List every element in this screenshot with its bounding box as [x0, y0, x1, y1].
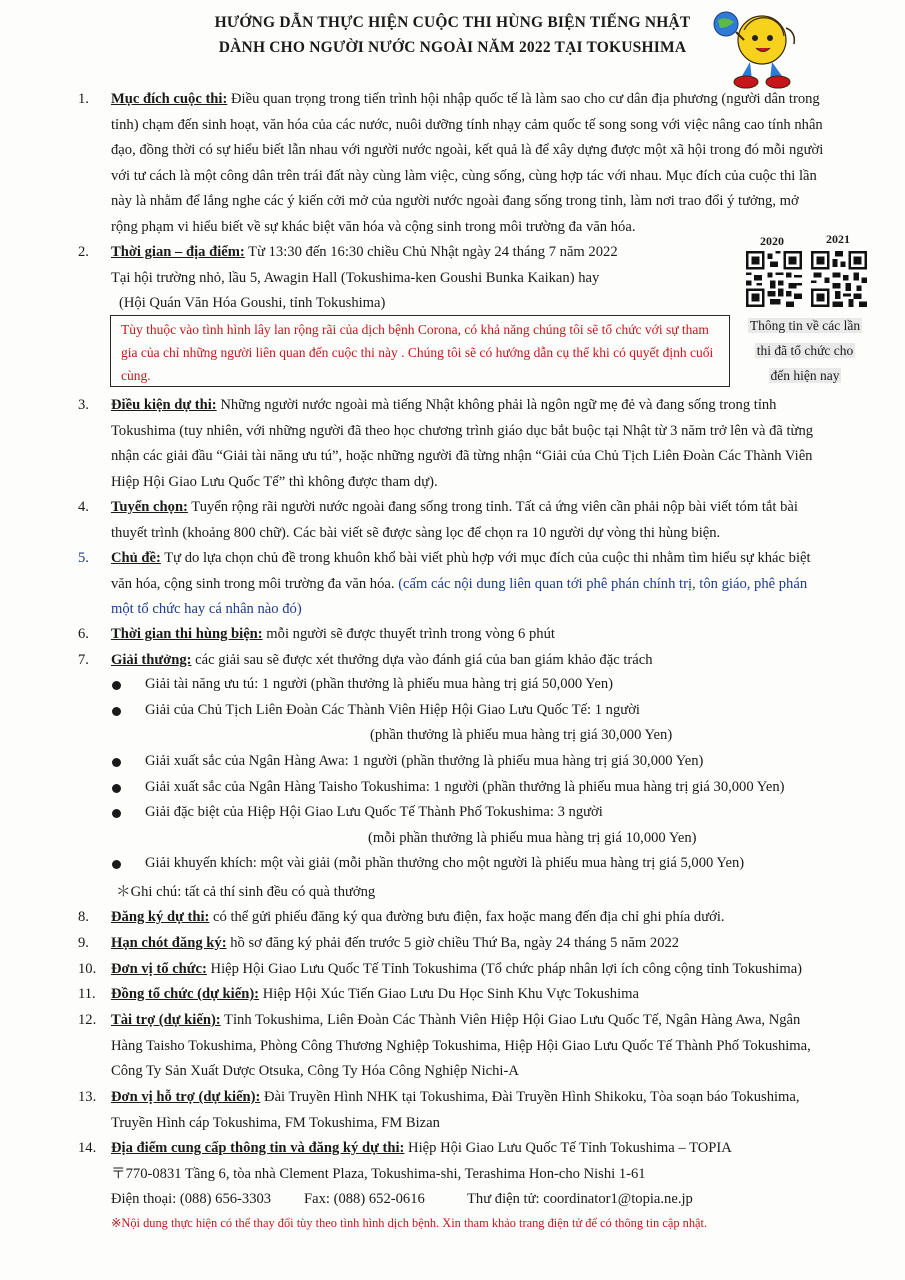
- award-item-detail: (phần thưởng là phiếu mua hàng trị giá 30,000 Yen): [370, 727, 673, 743]
- section-number: 1.: [78, 91, 89, 107]
- award-item: Giải xuất sắc của Ngân Hàng Awa: 1 người (phần thưởng là phiếu mua hàng trị giá 30,000 Yen): [145, 753, 704, 769]
- qr-caption: Thông tin về các lần thi đã tổ chức cho đến hiện nay: [749, 318, 861, 383]
- award-item: Giải của Chủ Tịch Liên Đoàn Các Thành Viên Hiệp Hội Giao Lưu Quốc Tế: 1 người: [145, 702, 640, 718]
- section-heading: Hạn chót đăng ký:: [111, 935, 227, 951]
- section-number: 13.: [78, 1089, 97, 1105]
- contact-fax: Fax: (088) 652-0616: [304, 1191, 425, 1207]
- award-item: Giải đặc biệt của Hiệp Hội Giao Lưu Quốc Tế Thành Phố Tokushima: 3 người: [145, 804, 603, 820]
- section-heading: Địa điểm cung cấp thông tin và đăng ký dự thi:: [111, 1140, 405, 1156]
- corona-notice-box: Tùy thuộc vào tình hình lây lan rộng rãi của dịch bệnh Corona, có khả năng chúng tôi sẽ tổ chức với sự tham gia của chỉ những người liên quan đến cuộc thi này . Chúng tôi sẽ có hướng dẫn cụ thể khi có quyết định cuối cùng.: [110, 315, 730, 387]
- section-number: 8.: [78, 909, 89, 925]
- section-heading: Đơn vị hỗ trợ (dự kiến):: [111, 1089, 261, 1105]
- section-number: 9.: [78, 935, 89, 951]
- section-number: 3.: [78, 397, 89, 413]
- qr-label-2020: 2020: [760, 234, 784, 248]
- award-item: Giải tài năng ưu tú: 1 người (phần thưởng là phiếu mua hàng trị giá 50,000 Yen): [145, 676, 613, 692]
- bullet-icon: [112, 784, 121, 793]
- document-title-line2: DÀNH CHO NGƯỜI NƯỚC NGOÀI NĂM 2022 TẠI TOKUSHIMA: [218, 39, 687, 56]
- section-number: 4.: [78, 499, 89, 515]
- section-number: 11.: [78, 986, 96, 1002]
- section-heading: Chủ đề:: [111, 550, 161, 566]
- section-number: 6.: [78, 626, 89, 642]
- bullet-icon: [112, 681, 121, 690]
- section-heading: Đơn vị tổ chức:: [111, 961, 207, 977]
- award-item: Giải khuyến khích: một vài giải (mỗi phần thưởng cho một người là phiếu mua hàng trị giá 5,000 Yen): [145, 855, 745, 871]
- bullet-icon: [112, 860, 121, 869]
- award-note: ＊Ghi chú: tất cả thí sinh đều có quà thưởng: [116, 884, 376, 900]
- contact-address: 〒770-0831 Tầng 6, tòa nhà Clement Plaza, Tokushima-shi, Terashima Hon-cho Nishi 1-61: [111, 1165, 646, 1182]
- bullet-icon: [112, 707, 121, 716]
- section-heading: Mục đích cuộc thi:: [111, 91, 228, 107]
- section-heading: Đồng tổ chức (dự kiến):: [111, 986, 260, 1002]
- document-title-line1: HƯỚNG DẪN THỰC HIỆN CUỘC THI HÙNG BIỆN TIẾNG NHẬT: [214, 14, 691, 31]
- section-heading: Đăng ký dự thi:: [111, 909, 210, 925]
- section-heading: Tài trợ (dự kiến):: [111, 1012, 221, 1028]
- section-number: 10.: [78, 961, 97, 977]
- contact-email[interactable]: Thư điện tử: coordinator1@topia.ne.jp: [467, 1191, 693, 1207]
- award-item-detail: (mỗi phần thưởng là phiếu mua hàng trị giá 10,000 Yen): [368, 830, 697, 846]
- section-heading: Điều kiện dự thi:: [111, 397, 217, 413]
- footer-note: ※Nội dung thực hiện có thể thay đổi tùy theo tình hình dịch bệnh. Xin tham khảo trang điện tử để có thông tin cập nhật.: [111, 1216, 708, 1230]
- section-heading: Thời gian thi hùng biện:: [111, 626, 263, 642]
- qr-code-2021-icon[interactable]: [811, 251, 867, 307]
- section-heading: Thời gian – địa điểm:: [111, 244, 245, 260]
- section-number: 12.: [78, 1012, 97, 1028]
- topic-restriction-note: (cấm các nội dung liên quan tới phê phán chính trị, tôn giáo, phê phán: [398, 575, 808, 592]
- award-item: Giải xuất sắc của Ngân Hàng Taisho Tokushima: 1 người (phần thưởng là phiếu mua hàng trị giá 30,000 Yen): [145, 779, 785, 795]
- bullet-icon: [112, 758, 121, 767]
- section-heading: Giải thưởng:: [111, 652, 192, 668]
- section-number: 14.: [78, 1140, 97, 1156]
- qr-label-2021: 2021: [826, 232, 850, 246]
- bullet-icon: [112, 809, 121, 818]
- contact-phone: Điện thoại: (088) 656-3303: [111, 1191, 272, 1207]
- section-number: 2.: [78, 244, 89, 260]
- section-heading: Tuyển chọn:: [111, 499, 188, 515]
- qr-code-2020-icon[interactable]: [746, 251, 802, 307]
- section-number: 5.: [78, 550, 89, 566]
- mascot-globe-character-icon: [712, 10, 802, 92]
- section-number: 7.: [78, 652, 89, 668]
